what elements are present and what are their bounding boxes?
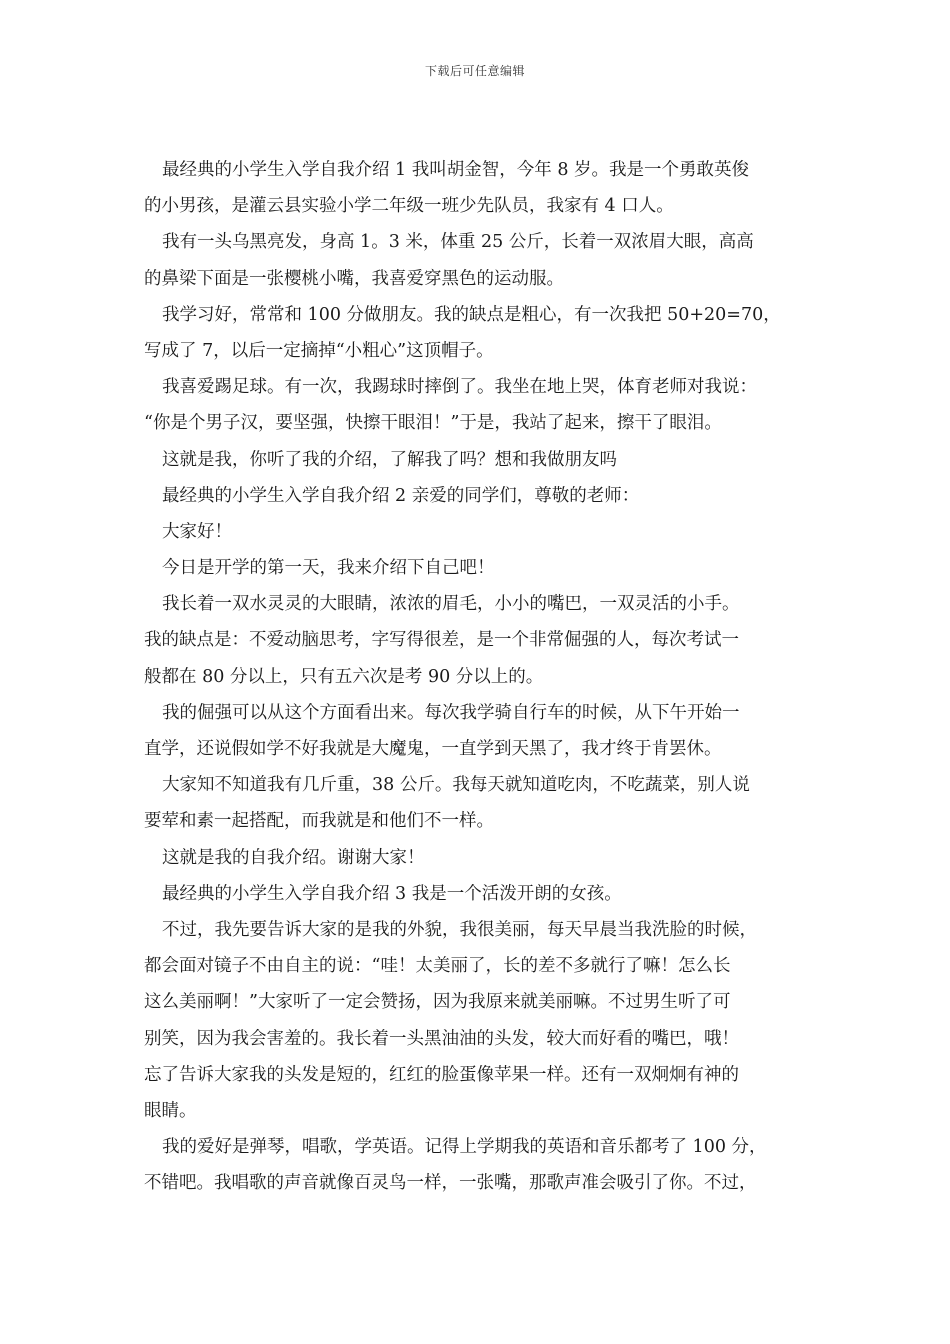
- text-line: “你是个男子汉，要坚强，快擦干眼泪！”于是，我站了起来，擦干了眼泪。: [144, 413, 722, 434]
- text-line: 最经典的小学生入学自我介绍 1 我叫胡金智，今年 8 岁。我是一个勇敢英俊: [162, 160, 750, 180]
- text-line: 般都在 80 分以上，只有五六次是考 90 分以上的。: [144, 666, 544, 687]
- text-line: 这么美丽啊！”大家听了一定会赞扬，因为我原来就美丽嘛。不过男生听了可: [144, 992, 731, 1013]
- text-line: 最经典的小学生入学自我介绍 3 我是一个活泼开朗的女孩。: [162, 883, 622, 904]
- text-line: 大家知不知道我有几斤重，38 公斤。我每天就知道吃肉，不吃蔬菜，别人说: [162, 775, 750, 796]
- text-line: 都会面对镜子不由自主的说：“哇！太美丽了，长的差不多就行了嘛！怎么长: [144, 956, 731, 977]
- text-line: 要荤和素一起搭配，而我就是和他们不一样。: [144, 811, 494, 832]
- page-header: 下载后可任意编辑: [424, 64, 525, 78]
- text-line: 直学，还说假如学不好我就是大魔鬼，一直学到天黑了，我才终于肯罢休。: [144, 739, 722, 759]
- text-line: 这就是我，你听了我的介绍，了解我了吗？想和我做朋友吗: [162, 449, 617, 470]
- text-line: 我的爱好是弹琴，唱歌，学英语。记得上学期我的英语和音乐都考了 100 分，: [162, 1137, 767, 1158]
- text-line: 我喜爱踢足球。有一次，我踢球时摔倒了。我坐在地上哭，体育老师对我说：: [162, 377, 757, 398]
- document-body: [144, 152, 824, 1201]
- text-line: 写成了 7，以后一定摘掉“小粗心”这顶帽子。: [144, 340, 494, 361]
- text-line: 我有一头乌黑亮发，身高 1。3 米，体重 25 公斤，长着一双浓眉大眼，高高: [162, 232, 754, 253]
- text-line: 今日是开学的第一天，我来介绍下自己吧！: [162, 558, 495, 579]
- text-line: 忘了告诉大家我的头发是短的，红红的脸蛋像苹果一样。还有一双炯炯有神的: [144, 1064, 739, 1085]
- text-line: 大家好！: [162, 521, 232, 542]
- text-line: 这就是我的自我介绍。谢谢大家！: [162, 847, 425, 868]
- text-line: 最经典的小学生入学自我介绍 2 亲爱的同学们，尊敬的老师：: [162, 485, 640, 506]
- text-line: 不错吧。我唱歌的声音就像百灵鸟一样，一张嘴，那歌声准会吸引了你。不过，: [144, 1173, 757, 1194]
- text-line: 眼睛。: [144, 1100, 197, 1121]
- text-line: 我的倔强可以从这个方面看出来。每次我学骑自行车的时候，从下午开始一: [162, 702, 740, 723]
- text-line: 的鼻梁下面是一张樱桃小嘴，我喜爱穿黑色的运动服。: [144, 268, 564, 289]
- text-line: 的小男孩，是灌云县实验小学二年级一班少先队员，我家有 4 口人。: [144, 196, 674, 217]
- text-line: 我长着一双水灵灵的大眼睛，浓浓的眉毛，小小的嘴巴，一双灵活的小手。: [162, 594, 740, 615]
- text-line: 我的缺点是：不爱动脑思考，字写得很差，是一个非常倔强的人，每次考试一: [144, 630, 739, 651]
- text-line: 别笑，因为我会害羞的。我长着一头黑油油的头发，较大而好看的嘴巴，哦！: [144, 1028, 739, 1049]
- text-line: 我学习好，常常和 100 分做朋友。我的缺点是粗心，有一次我把 50+20=70，: [162, 304, 781, 325]
- text-line: 不过，我先要告诉大家的是我的外貌，我很美丽，每天早晨当我洗脸的时候，: [162, 919, 757, 940]
